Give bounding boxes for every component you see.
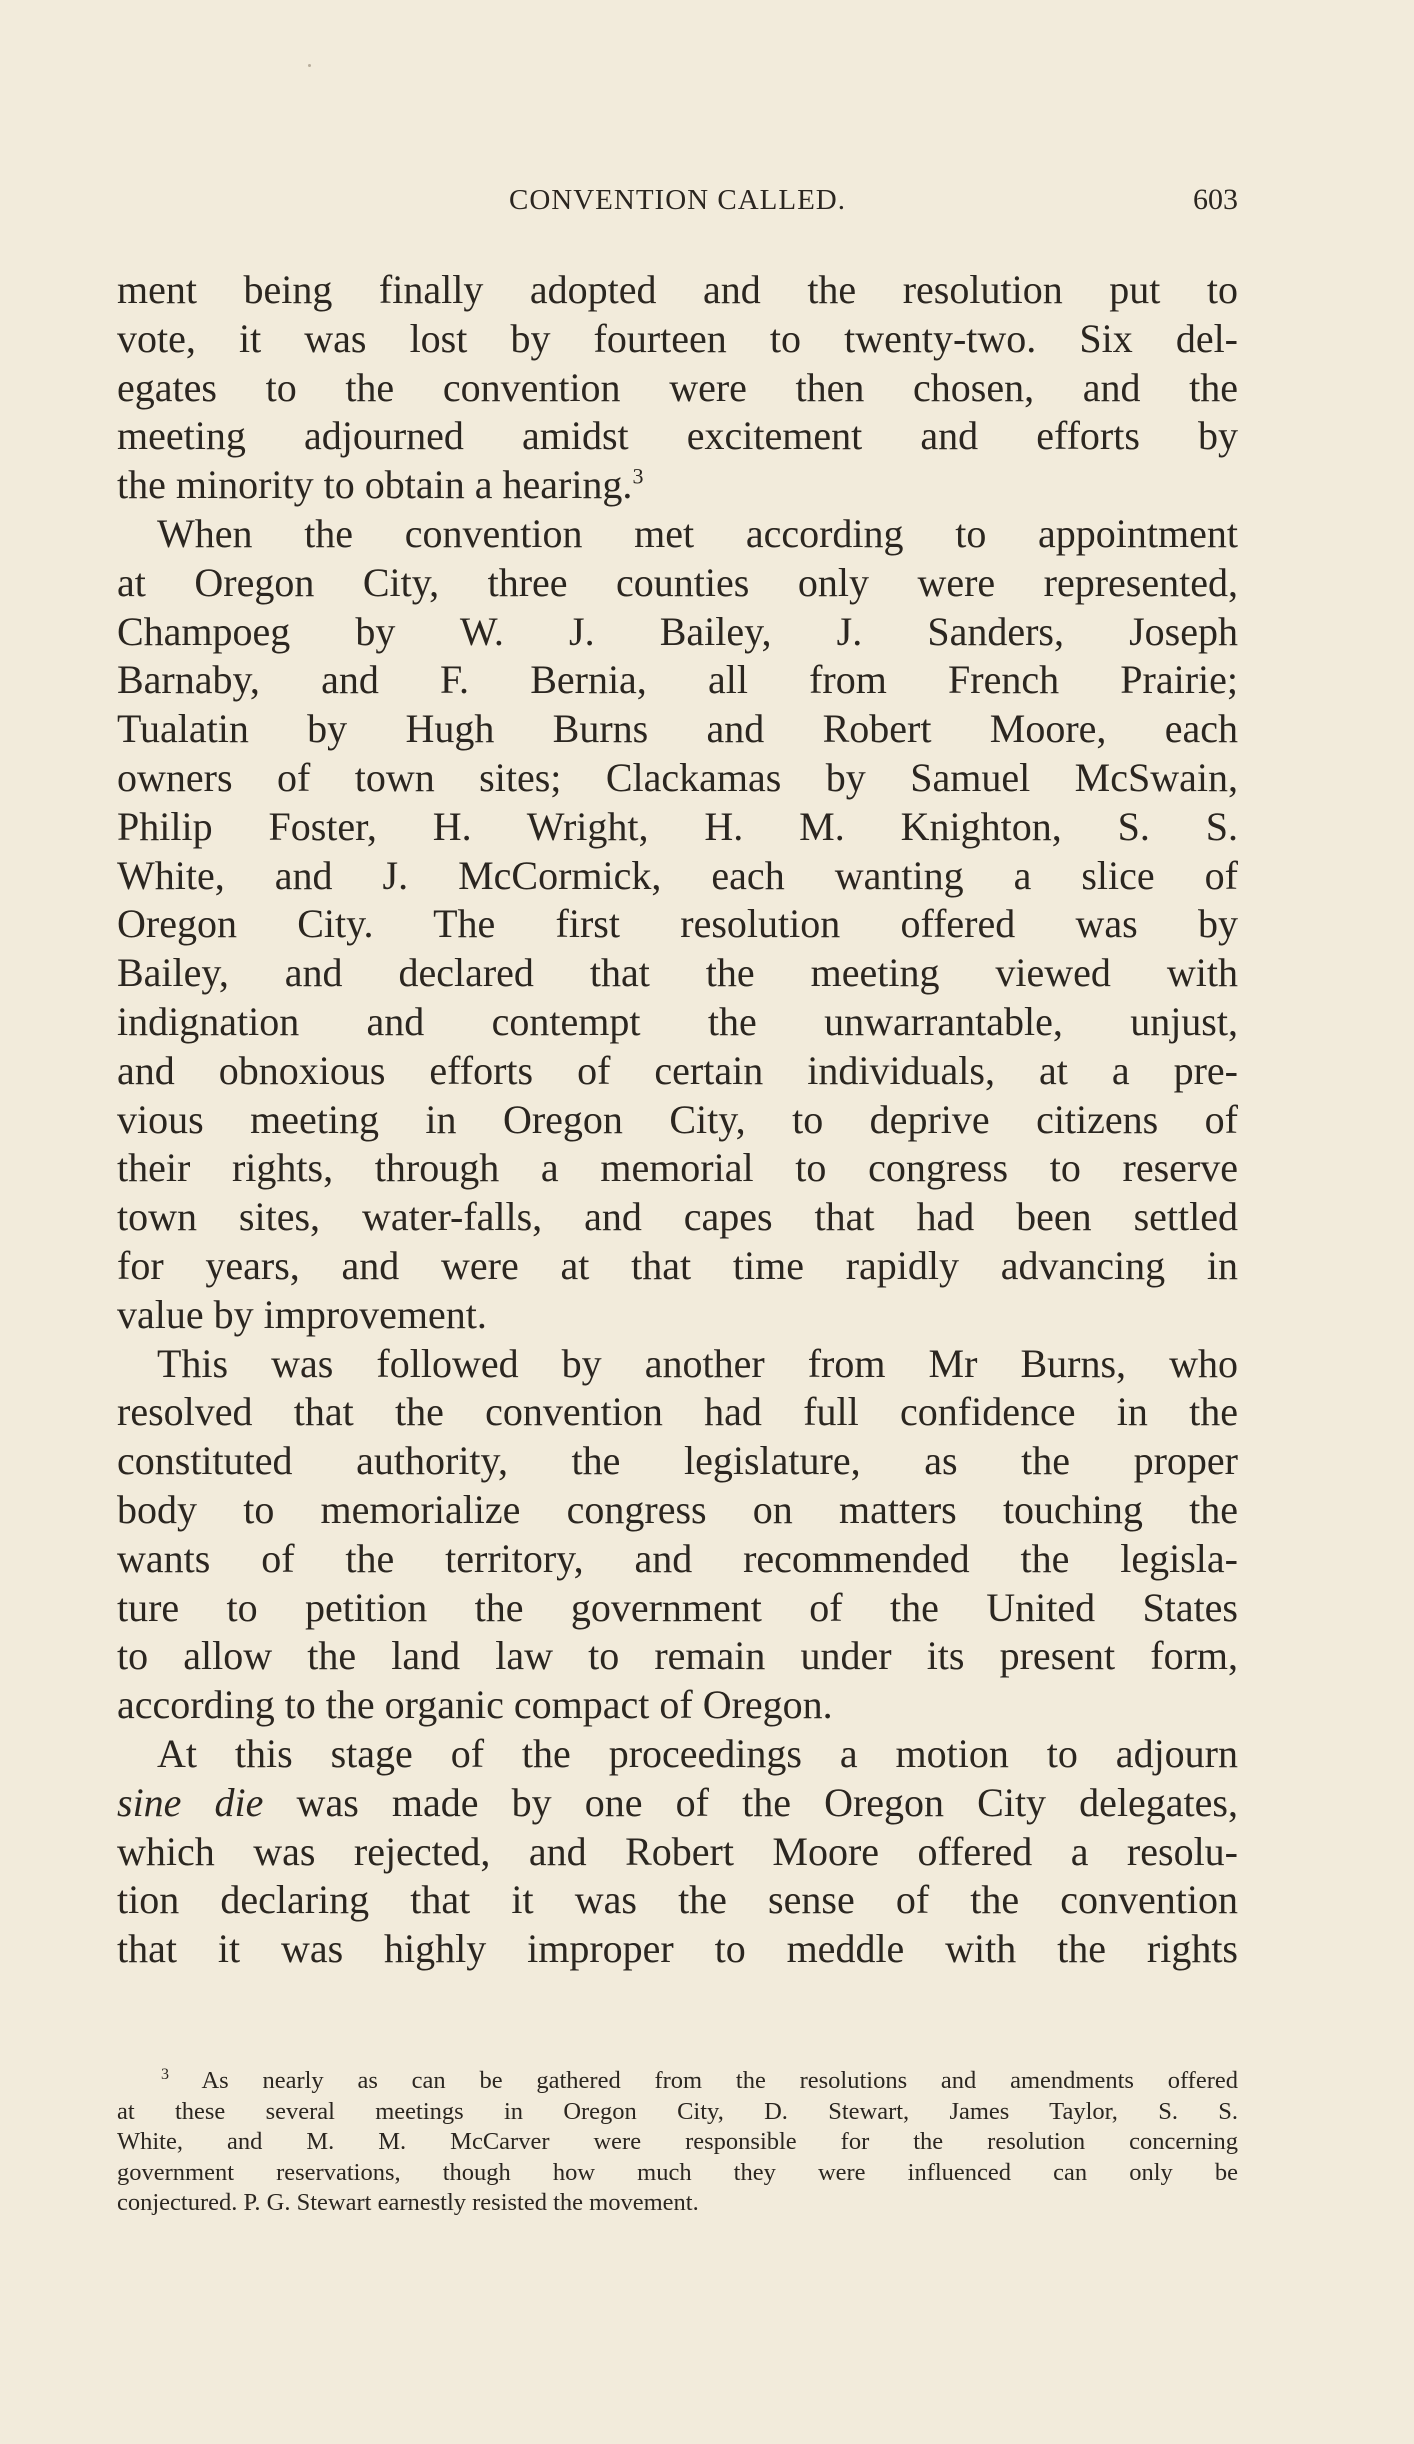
footnote: [117, 2066, 1238, 2219]
text-line: vote, it was lost by fourteen to twenty-two. Six del-: [117, 315, 1238, 361]
text-line: Champoeg by W. J. Bailey, J. Sanders, Joseph: [117, 608, 1238, 654]
latin-phrase: sine die: [117, 1779, 264, 1825]
text-line: at Oregon City, three counties only were represented,: [117, 559, 1238, 605]
text-line: value by improvement.: [117, 1291, 487, 1337]
text-line: ment being finally adopted and the resolution put to: [117, 267, 1238, 312]
page-number: 603: [1193, 183, 1238, 216]
text-line: Oregon City. The first resolution offered was by: [117, 901, 1238, 947]
text-line: constituted authority, the legislature, as the proper: [117, 1438, 1238, 1484]
text-line: town sites, water-falls, and capes that had been settled: [117, 1194, 1238, 1240]
text-line: owners of town sites; Clackamas by Samuel McSwain,: [117, 754, 1238, 800]
text-line: Tualatin by Hugh Burns and Robert Moore, each: [117, 706, 1238, 752]
text-line: sine die was made by one of the Oregon City delegates,: [117, 1779, 1238, 1825]
text-line: according to the organic compact of Oregon.: [117, 1682, 833, 1728]
running-title: CONVENTION CALLED.: [509, 184, 846, 216]
footnote-reference: 3: [632, 463, 644, 489]
body-text: [117, 266, 1238, 1974]
paragraph-start-line: At this stage of the proceedings a motion to adjourn: [157, 1730, 1238, 1776]
footnote-line: at these several meetings in Oregon City, D. Stewart, James Taylor, S. S.: [117, 2097, 1238, 2125]
footnote-line: $^3$ As nearly as can be gathered from the resolutions and amendments offered: [161, 2065, 1238, 2094]
text-line: White, and J. McCormick, each wanting a slice of: [117, 852, 1238, 898]
text-line: egates to the convention were then chosen, and the: [117, 364, 1238, 410]
paper-speck: [308, 64, 311, 67]
footnote-line: government reservations, though how much they were influenced can only be: [117, 2158, 1238, 2186]
text-line: which was rejected, and Robert Moore offered a resolu-: [117, 1828, 1238, 1874]
text-line: to allow the land law to remain under its present form,: [117, 1633, 1238, 1679]
footnote-marker: 3: [161, 2065, 169, 2083]
text-line: indignation and contempt the unwarrantable, unjust,: [117, 998, 1238, 1044]
text-line: ture to petition the government of the United States: [117, 1584, 1238, 1630]
text-line: Barnaby, and F. Bernia, all from French Prairie;: [117, 657, 1238, 703]
text-line: body to memorialize congress on matters touching the: [117, 1486, 1238, 1532]
text-line: wants of the territory, and recommended the legisla-: [117, 1535, 1238, 1581]
footnote-line: conjectured. P. G. Stewart earnestly resisted the movement.: [117, 2189, 699, 2216]
paragraph-start-line: When the convention met according to appointment: [157, 510, 1238, 556]
text-line: and obnoxious efforts of certain individuals, at a pre-: [117, 1047, 1238, 1093]
text-line: vious meeting in Oregon City, to deprive citizens of: [117, 1096, 1238, 1142]
text-line: the minority to obtain a hearing.$^3$: [117, 462, 644, 508]
running-head: [117, 180, 1238, 224]
text-line: their rights, through a memorial to congress to reserve: [117, 1145, 1238, 1191]
footnote-line: White, and M. M. McCarver were responsible for the resolution concerning: [117, 2128, 1238, 2155]
text-line: resolved that the convention had full confidence in the: [117, 1389, 1238, 1435]
paragraph-start-line: This was followed by another from Mr Burns, who: [157, 1340, 1238, 1386]
text-line: meeting adjourned amidst excitement and efforts by: [117, 413, 1238, 459]
text-line: tion declaring that it was the sense of the convention: [117, 1877, 1238, 1923]
text-line: that it was highly improper to meddle with the rights: [117, 1926, 1238, 1972]
text-line: for years, and were at that time rapidly advancing in: [117, 1242, 1238, 1288]
text-line: Philip Foster, H. Wright, H. M. Knighton, S. S.: [117, 803, 1238, 849]
text-line: Bailey, and declared that the meeting viewed with: [117, 950, 1238, 996]
